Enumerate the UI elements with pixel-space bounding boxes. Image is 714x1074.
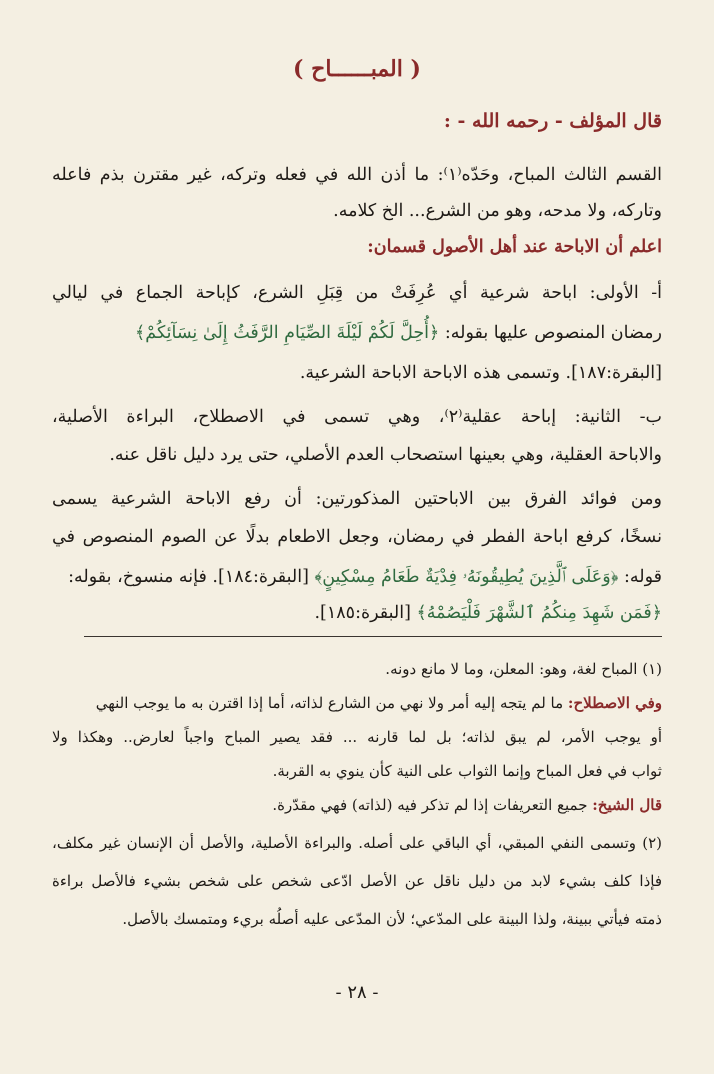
footnote-line: فإذا كلف بشيء لابد من دليل ناقل عن الأصل ادّعى شخص على شخص بشيء فالأصل براءة xyxy=(52,872,662,890)
footnote-line: (٢) وتسمى النفي المبقي، أي الباقي على أصله. والبراءة الأصلية، والأصل أن الإنسان غير مكلف، xyxy=(52,834,662,852)
paragraph-line: وتاركه، ولا مدحه، وهو من الشرع... الخ كلامه. xyxy=(333,201,662,221)
paragraph-line: القسم الثالث المباح، وحَدّه⁽١⁾: ما أذن الله في فعله وتركه، غير مقترن بذم فاعله xyxy=(52,165,662,185)
paragraph-text: [البقرة:١٨٤]. فإنه منسوخ، بقوله: xyxy=(68,567,315,587)
paragraph-line: والاباحة العقلية، وهي بعينها استصحاب العدم الأصلي، حتى يرد دليل ناقل عنه. xyxy=(109,445,662,465)
footnote-term: قال الشيخ: xyxy=(592,796,662,814)
footnote-line: ذمته فيأتي ببينة، ولذا البينة على المدّعي؛ لأن المدّعى عليه أصلُه بريء ومتمسك بالأصل. xyxy=(122,910,662,928)
paragraph-line: أ- الأولى: اباحة شرعية أي عُرِفَتْ من قِبَلِ الشرع، كإباحة الجماع في ليالي xyxy=(52,283,662,303)
subheading: اعلم أن الاباحة عند أهل الأصول قسمان: xyxy=(367,237,662,257)
footnote-line xyxy=(52,792,662,818)
paragraph-line xyxy=(52,598,662,628)
author-intro: قال المؤلف - رحمه الله - : xyxy=(443,110,662,132)
footnote-line: أو يوجب الأمر، لم يبق لذاته؛ بل لما قارنه ... فقد يصير المباح واجباً لعارض.. وهكذا ولا xyxy=(52,728,662,746)
quran-verse: ﴿أُحِلَّ لَكُمْ لَيْلَةَ الصِّيَامِ الرَّفَثُ إِلَىٰ نِسَآئِكُمْ﴾ xyxy=(135,323,440,343)
footnote-text: ما لم يتجه إليه أمر ولا نهي من الشارع لذاته، أما إذا اقترن به ما يوجب النهي xyxy=(95,694,568,712)
footnote-line xyxy=(52,690,662,716)
quran-verse: ﴿وَعَلَى ٱلَّذِينَ يُطِيقُونَهُۥ فِدْيَةٌ طَعَامُ مِسْكِينٍ﴾ xyxy=(314,567,619,587)
footnote-text: جميع التعريفات إذا لم تذكر فيه (لذاته) فهي مقدّرة. xyxy=(272,796,593,814)
footnote-line: ثواب في فعل المباح وإنما الثواب على النية كأن ينوي به القربة. xyxy=(272,762,662,780)
footnote-term: وفي الاصطلاح: xyxy=(567,694,662,712)
paragraph-text: قوله: xyxy=(618,567,662,587)
quran-verse: ﴿فَمَن شَهِدَ مِنكُمُ ٱلشَّهْرَ فَلْيَصُمْهُ﴾ xyxy=(416,603,662,623)
page-number: - ٢٨ - xyxy=(335,982,379,1003)
paragraph-line xyxy=(52,318,662,348)
section-heading: ( المبــــــاح ) xyxy=(293,56,421,82)
footnote-line: (١) المباح لغة، وهو: المعلن، وما لا مانع دونه. xyxy=(385,660,662,678)
paragraph-line: ب- الثانية: إباحة عقلية⁽٢⁾، وهي تسمى في الاصطلاح، البراءة الأصلية، xyxy=(52,407,662,427)
paragraph-line xyxy=(52,562,662,592)
paragraph-line: ومن فوائد الفرق بين الاباحتين المذكورتين: أن رفع الاباحة الشرعية يسمى xyxy=(52,489,662,509)
paragraph-text: [البقرة:١٨٥]. xyxy=(314,603,417,623)
paragraph-line: [البقرة:١٨٧]. وتسمى هذه الاباحة الاباحة الشرعية. xyxy=(299,363,662,383)
footnote-divider xyxy=(84,636,662,637)
paragraph-line: نسخًا، كرفع اباحة الفطر في رمضان، وجعل الاطعام بدلًا عن الصوم المنصوص في xyxy=(52,527,662,547)
paragraph-text: رمضان المنصوص عليها بقوله: xyxy=(439,323,662,343)
